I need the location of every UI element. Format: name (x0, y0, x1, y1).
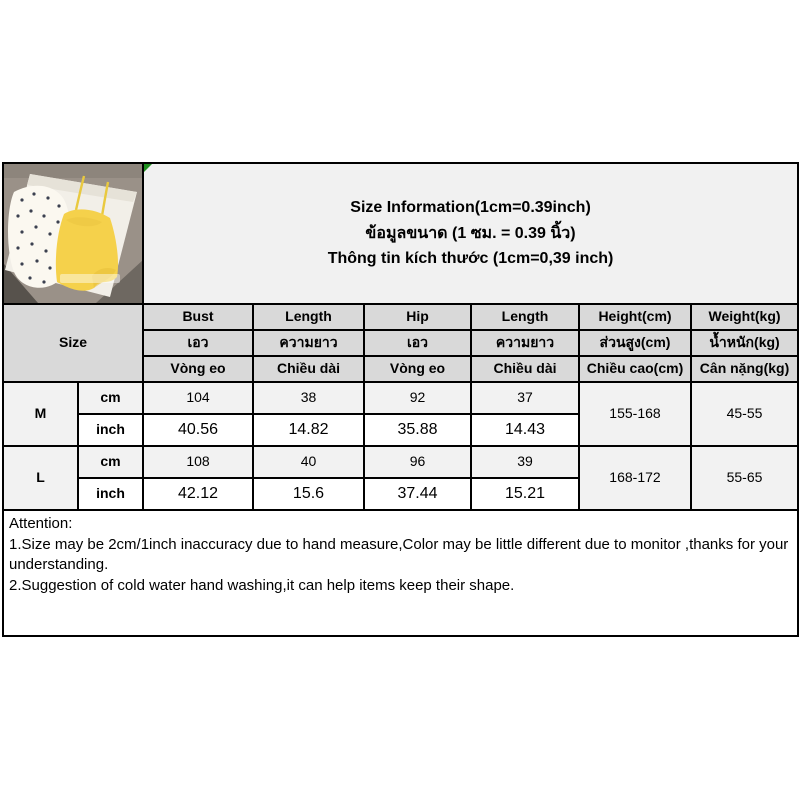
header-bust-en: Bust (143, 304, 253, 330)
unit-cm-label-m: cm (78, 382, 143, 414)
cell-m-bust-cm: 104 (143, 382, 253, 414)
header-weight-vi: Cân nặng(kg) (691, 356, 798, 382)
header-length2-en: Length (471, 304, 579, 330)
row-l-cm (3, 446, 798, 478)
cell-l-length-inch: 15.6 (253, 478, 364, 510)
size-m-label: M (3, 382, 78, 446)
title-line-thai: ข้อมูลขนาด (1 ซม. = 0.39 นิ้ว) (365, 224, 576, 242)
cell-m-height: 155-168 (579, 382, 691, 446)
unit-cm-label-l: cm (78, 446, 143, 478)
header-row-english (3, 304, 798, 330)
cell-l-bust-cm: 108 (143, 446, 253, 478)
size-l-label: L (3, 446, 78, 510)
title-row (3, 163, 798, 304)
cell-m-length2-cm: 37 (471, 382, 579, 414)
header-height-en: Height(cm) (579, 304, 691, 330)
cell-l-length2-cm: 39 (471, 446, 579, 478)
header-bust-th: เอว (143, 330, 253, 356)
product-photo (4, 164, 143, 303)
header-hip-en: Hip (364, 304, 471, 330)
cell-m-length-inch: 14.82 (253, 414, 364, 446)
header-bust-vi: Vòng eo (143, 356, 253, 382)
cell-l-weight: 55-65 (691, 446, 798, 510)
attention-cell (3, 510, 798, 636)
header-length2-th: ความยาว (471, 330, 579, 356)
cell-l-bust-inch: 42.12 (143, 478, 253, 510)
row-m-cm (3, 382, 798, 414)
cell-l-hip-cm: 96 (364, 446, 471, 478)
unit-inch-label-m: inch (78, 414, 143, 446)
cell-m-bust-inch: 40.56 (143, 414, 253, 446)
header-length-vi: Chiều dài (253, 356, 364, 382)
size-chart-table (2, 162, 799, 637)
unit-inch-label-l: inch (78, 478, 143, 510)
header-length-th: ความยาว (253, 330, 364, 356)
cell-l-length2-inch: 15.21 (471, 478, 579, 510)
title-cell (143, 163, 798, 304)
attention-heading: Attention: (9, 515, 73, 532)
header-weight-en: Weight(kg) (691, 304, 798, 330)
cell-l-hip-inch: 37.44 (364, 478, 471, 510)
cell-error-marker-icon (144, 164, 152, 172)
header-weight-th: น้ำหนัก(kg) (691, 330, 798, 356)
product-photo-cell (3, 163, 143, 304)
cell-l-length-cm: 40 (253, 446, 364, 478)
size-header: Size (3, 304, 143, 382)
header-height-vi: Chiều cao(cm) (579, 356, 691, 382)
attention-note-1: 1.Size may be 2cm/1inch inaccuracy due to hand measure,Color may be little different due to monitor ,thanks for your understanding. (9, 535, 789, 574)
header-length2-vi: Chiều dài (471, 356, 579, 382)
title-line-english: Size Information(1cm=0.39inch) (350, 199, 591, 217)
attention-note-2: 2.Suggestion of cold water hand washing,it can help items keep their shape. (9, 577, 515, 595)
cell-l-height: 168-172 (579, 446, 691, 510)
attention-row (3, 510, 798, 636)
cell-m-length2-inch: 14.43 (471, 414, 579, 446)
header-length-en: Length (253, 304, 364, 330)
header-height-th: ส่วนสูง(cm) (579, 330, 691, 356)
cell-m-weight: 45-55 (691, 382, 798, 446)
header-hip-th: เอว (364, 330, 471, 356)
watermark-overlay (60, 274, 120, 283)
size-chart-sheet (2, 162, 798, 637)
cell-m-length-cm: 38 (253, 382, 364, 414)
header-hip-vi: Vòng eo (364, 356, 471, 382)
title-line-vietnamese: Thông tin kích thước (1cm=0,39 inch) (327, 250, 614, 268)
cell-m-hip-cm: 92 (364, 382, 471, 414)
cell-m-hip-inch: 35.88 (364, 414, 471, 446)
